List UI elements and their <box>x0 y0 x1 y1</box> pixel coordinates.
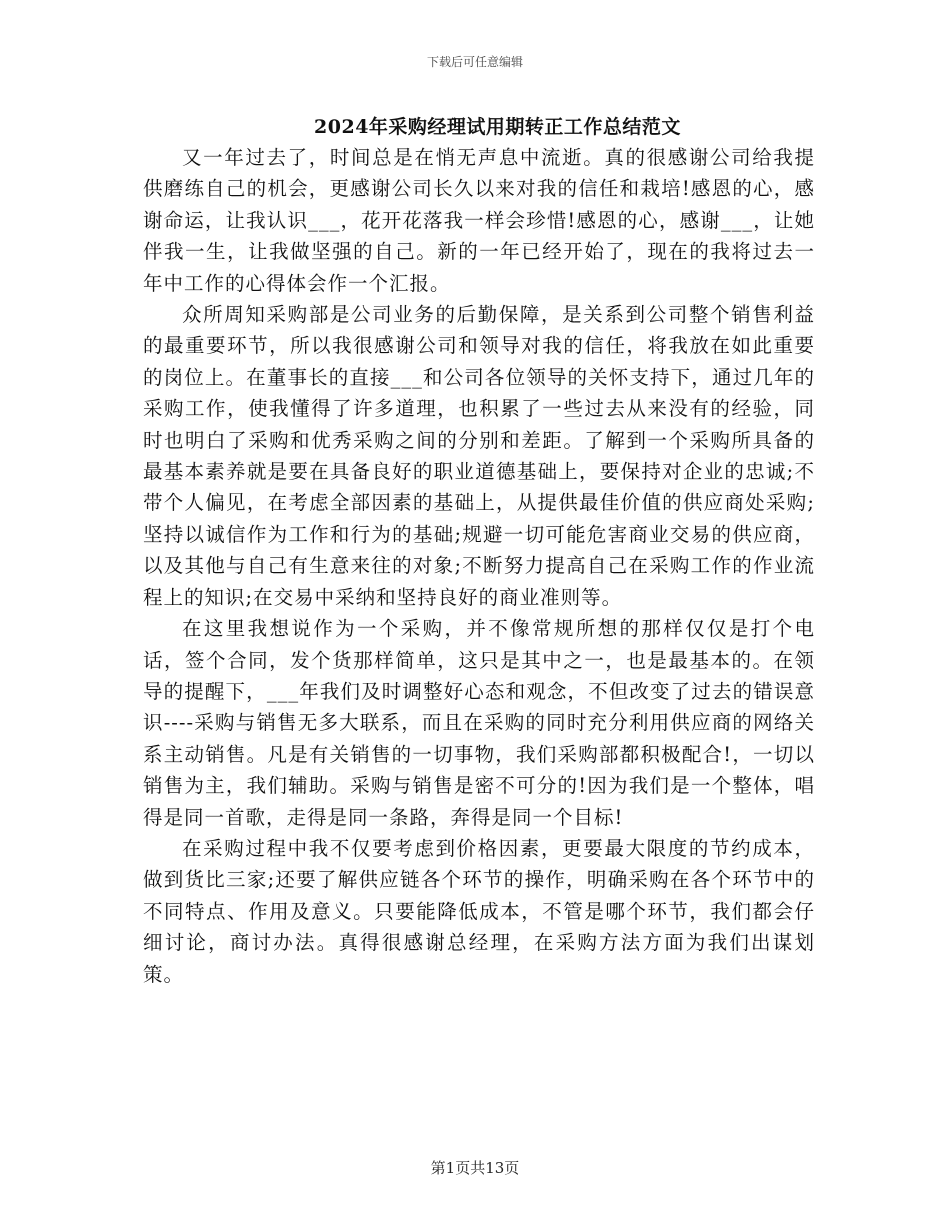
paragraph: 众所周知采购部是公司业务的后勤保障，是关系到公司整个销售利益的最重要环节，所以我很感谢公司和领导对我的信任，将我放在如此重要的岗位上。在董事长的直接___和公司各位领导的关怀支持下，通过几年的采购工作，使我懂得了许多道理，也积累了一些过去从来没有的经验，同时也明白了采购和优秀采购之间的分别和差距。了解到一个采购所具备的最基本素养就是要在具备良好的职业道德基础上，要保持对企业的忠诚;不带个人偏见，在考虑全部因素的基础上，从提供最佳价值的供应商处采购;坚持以诚信作为工作和行为的基础;规避一切可能危害商业交易的供应商，以及其他与自己有生意来往的对象;不断努力提高自己在采购工作的作业流程上的知识;在交易中采纳和坚持良好的商业准则等。 <box>143 303 815 609</box>
header-note: 下载后可任意编辑 <box>426 55 523 69</box>
paragraph: 在这里我想说作为一个采购，并不像常规所想的那样仅仅是打个电话，签个合同，发个货那样简单，这只是其中之一，也是最基本的。在领导的提醒下，___年我们及时调整好心态和观念，不但改变了过去的错误意识----采购与销售无多大联系，而且在采购的同时充分利用供应商的网络关系主动销售。凡是有关销售的一切事物，我们采购部都积极配合!，一切以销售为主，我们辅助。采购与销售是密不可分的!因为我们是一个整体，唱得是同一首歌，走得是同一条路，奔得是同一个目标! <box>143 617 815 829</box>
page-number: 第1页共13页 <box>430 1159 520 1177</box>
document-title: 2024年采购经理试用期转正工作总结范文 <box>314 116 681 138</box>
document-body <box>143 142 815 990</box>
paragraph: 又一年过去了，时间总是在悄无声息中流逝。真的很感谢公司给我提供磨练自己的机会，更感谢公司长久以来对我的信任和栽培!感恩的心，感谢命运，让我认识___，花开花落我一样会珍惜!感恩的心，感谢___，让她伴我一生，让我做坚强的自己。新的一年已经开始了，现在的我将过去一年中工作的心得体会作一个汇报。 <box>143 146 815 295</box>
paragraph: 在采购过程中我不仅要考虑到价格因素，更要最大限度的节约成本，做到货比三家;还要了解供应链各个环节的操作，明确采购在各个环节中的不同特点、作用及意义。只要能降低成本，不管是哪个环节，我们都会仔细讨论，商讨办法。真得很感谢总经理，在采购方法方面为我们出谋划策。 <box>143 836 815 986</box>
